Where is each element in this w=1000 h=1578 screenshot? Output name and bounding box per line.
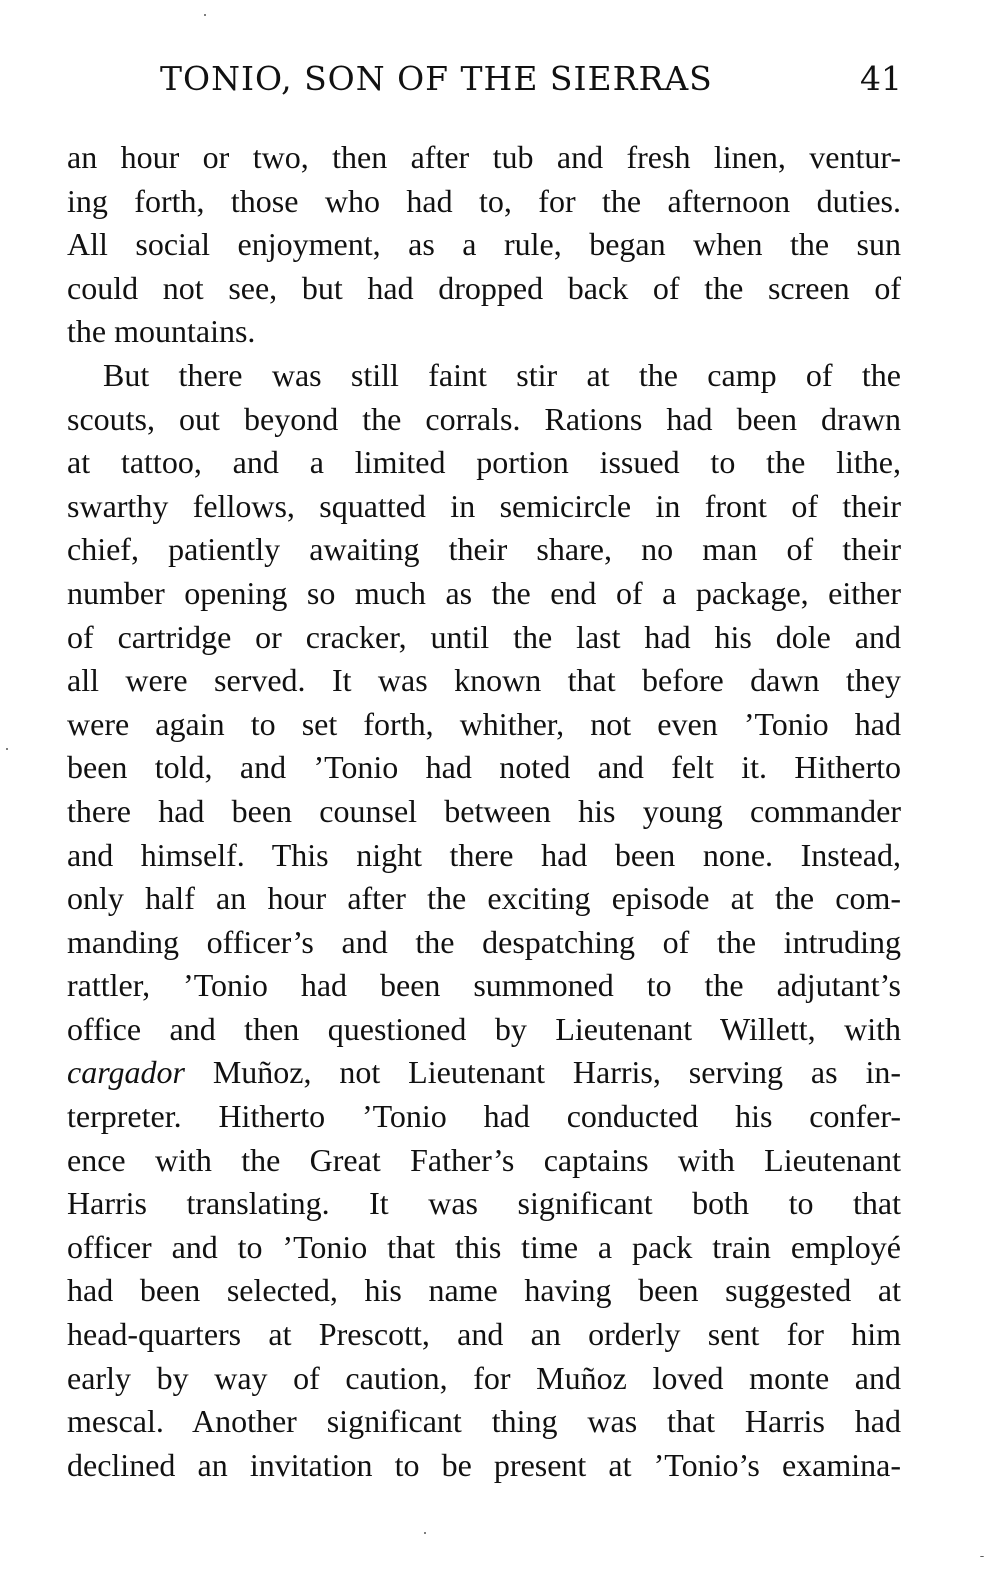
paper-speck — [6, 748, 8, 750]
text-line: had been selected, his name having been suggested at — [67, 1272, 901, 1309]
text-line: could not see, but had dropped back of the screen of — [67, 269, 901, 306]
text-line: mescal. Another significant thing was that Harris had — [67, 1403, 901, 1440]
text-line: number opening so much as the end of a package, either — [67, 574, 901, 611]
text-line: declined an invitation to be present at ’Tonio’s examina- — [67, 1446, 901, 1483]
text-line: the mountains. — [67, 313, 256, 350]
page-number: 41 — [860, 59, 902, 98]
text-line: early by way of caution, for Muñoz loved monte and — [67, 1359, 901, 1396]
text-line: terpreter. Hitherto ’Tonio had conducted his confer- — [67, 1098, 901, 1135]
text-line: and himself. This night there had been none. Instead, — [67, 836, 901, 873]
paper-speck — [424, 1532, 426, 1534]
paper-speck — [980, 1556, 984, 1557]
running-title: TONIO, SON OF THE SIERRAS — [160, 59, 713, 98]
text-line: head-quarters at Prescott, and an orderly sent for him — [67, 1316, 901, 1353]
text-line: were again to set forth, whither, not even ’Tonio had — [67, 705, 901, 742]
text-line: rattler, ’Tonio had been summoned to the adjutant’s — [67, 967, 901, 1004]
text-line: been told, and ’Tonio had noted and felt it. Hitherto — [67, 749, 901, 786]
running-head — [160, 58, 902, 100]
italic-word: cargador — [67, 1054, 185, 1091]
text-line: ing forth, those who had to, for the afternoon duties. — [67, 182, 901, 219]
text-line: of cartridge or cracker, until the last had his dole and — [67, 618, 901, 655]
text-line: manding officer’s and the despatching of the intruding — [67, 923, 901, 960]
text-line-rest: Muñoz, not Lieutenant Harris, serving as in- — [184, 1054, 901, 1091]
text-line: all were served. It was known that before dawn they — [67, 662, 901, 699]
text-line: All social enjoyment, as a rule, began when the sun — [67, 226, 901, 263]
text-line: chief, patiently awaiting their share, no man of their — [67, 531, 901, 568]
text-line: Harris translating. It was significant both to that — [67, 1185, 901, 1222]
text-line: office and then questioned by Lieutenant Willett, with — [67, 1010, 901, 1047]
body-text — [67, 136, 901, 1487]
text-line: an hour or two, then after tub and fresh linen, ventur- — [67, 139, 901, 175]
paper-speck — [204, 14, 206, 16]
text-line: officer and to ’Tonio that this time a pack train employé — [67, 1228, 901, 1265]
text-line: ence with the Great Father’s captains with Lieutenant — [67, 1141, 901, 1178]
text-line: swarthy fellows, squatted in semicircle in front of their — [67, 487, 901, 524]
text-line: there had been counsel between his young commander — [67, 792, 901, 829]
text-line: But there was still faint stir at the camp of the — [103, 356, 901, 393]
text-line — [67, 1051, 901, 1095]
text-line: at tattoo, and a limited portion issued to the lithe, — [67, 444, 901, 481]
text-line: scouts, out beyond the corrals. Rations had been drawn — [67, 400, 901, 437]
text-line: only half an hour after the exciting episode at the com- — [67, 880, 901, 917]
